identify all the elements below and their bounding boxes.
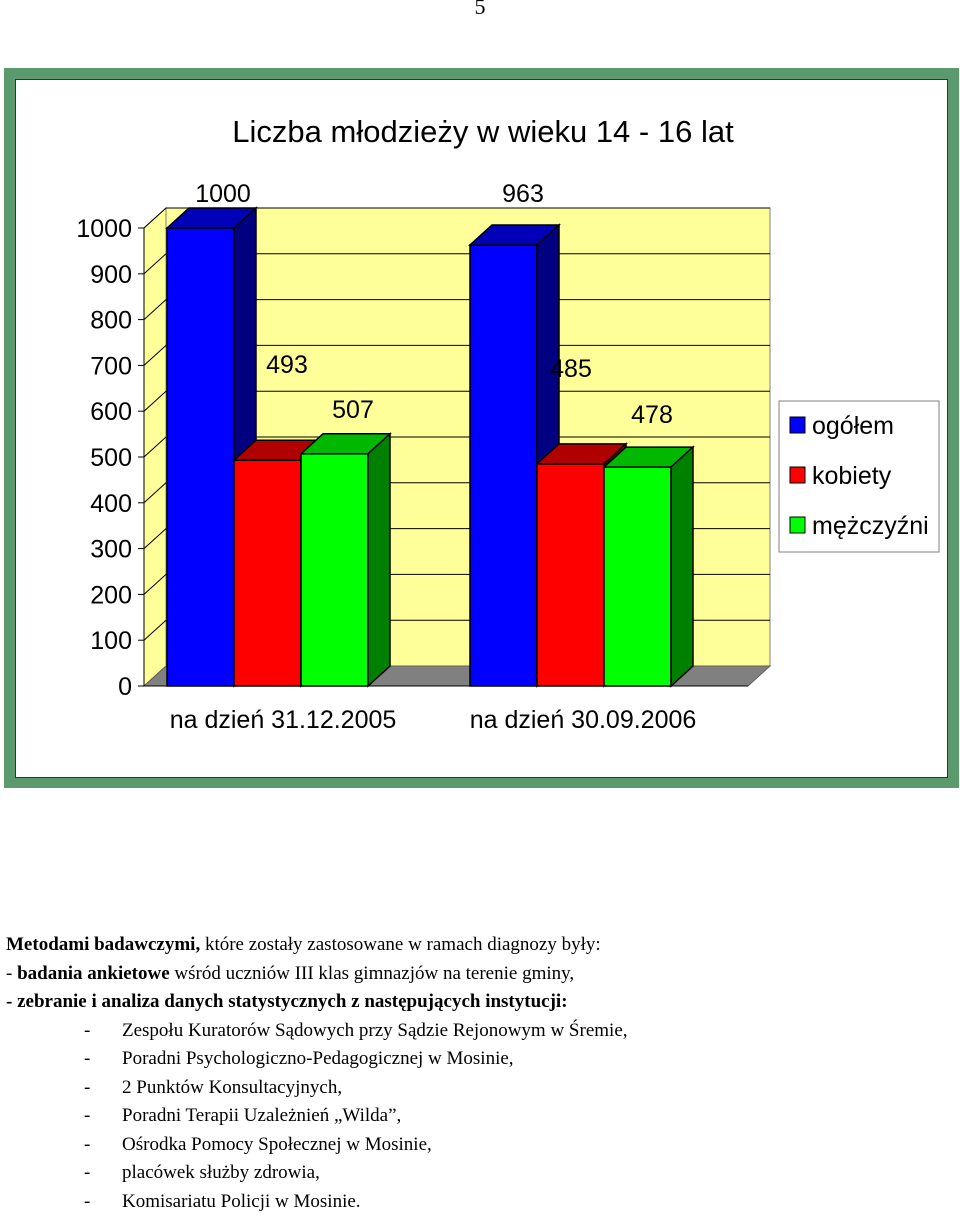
methods-line (6, 931, 956, 960)
data-label: 493 (266, 351, 308, 379)
bar-ogółem-0 (167, 228, 234, 686)
list-item-label: Komisariatu Policji w Mosinie. (122, 1190, 361, 1212)
methods-heading: Metodami badawczymi, (6, 934, 201, 955)
survey-description: wśród uczniów III klas gimnazjów na terenie gminy, (169, 962, 575, 984)
page-number: 5 (474, 0, 486, 19)
data-label: 1000 (195, 180, 251, 208)
list-dash: - (84, 1105, 91, 1126)
bar-side (671, 447, 693, 686)
list-item-label: Poradni Terapii Uzależnień „Wilda”, (122, 1105, 402, 1126)
list-item (6, 1159, 956, 1188)
bar-side (368, 434, 390, 686)
bar-kobiety-0 (234, 460, 301, 686)
institution-list (6, 1017, 956, 1217)
x-category-label: na dzień 30.09.2006 (469, 706, 697, 734)
y-tick-label: 1000 (76, 215, 132, 243)
list-item (6, 1131, 956, 1160)
list-dash: - (84, 1048, 91, 1069)
list-item-label: placówek służby zdrowia, (122, 1162, 320, 1183)
list-dash: - (84, 1019, 91, 1041)
legend-label: mężczyźni (812, 512, 929, 540)
bar-ogółem-1 (470, 245, 537, 686)
survey-prefix: - (6, 962, 18, 984)
methods-text (6, 931, 956, 1216)
y-tick-label: 700 (90, 352, 132, 381)
chart-area (15, 79, 948, 778)
statistics-heading: - zebranie i analiza danych statystycznych z następujących instytucji: (6, 991, 568, 1012)
y-tick-label: 200 (90, 581, 132, 610)
list-item (6, 1017, 956, 1046)
y-tick-label: 500 (90, 444, 132, 472)
data-label: 963 (502, 180, 544, 208)
list-item (6, 1188, 956, 1217)
bar-mężczyźni-1 (604, 467, 671, 686)
survey-line (6, 960, 956, 989)
list-item (6, 1102, 956, 1131)
y-tick-label: 0 (118, 673, 132, 701)
y-tick-label: 300 (90, 535, 132, 564)
list-item-label: Zespołu Kuratorów Sądowych przy Sądzie Rejonowym w Śremie, (122, 1019, 628, 1041)
legend-swatch (790, 517, 805, 533)
data-label: 485 (550, 355, 592, 383)
data-label: 507 (332, 396, 374, 424)
methods-intro: które zostały zastosowane w ramach diagnozy były: (200, 934, 601, 955)
y-tick-label: 100 (90, 627, 132, 656)
list-item (6, 1074, 956, 1103)
chart-title: Liczba młodzieży w wieku 14 - 16 lat (232, 114, 734, 149)
x-category-label: na dzień 31.12.2005 (169, 706, 397, 734)
list-dash: - (84, 1133, 91, 1155)
bar-chart (16, 80, 947, 777)
legend-swatch (790, 417, 805, 433)
bar-mężczyźni-0 (301, 454, 368, 686)
list-item-label: Poradni Psychologiczno-Pedagogicznej w Mosinie, (122, 1048, 514, 1069)
chart-frame (4, 68, 959, 788)
legend-label: ogółem (812, 412, 894, 440)
list-dash: - (84, 1076, 91, 1098)
legend-label: kobiety (812, 462, 892, 490)
bar-kobiety-1 (537, 464, 604, 686)
data-label: 478 (631, 401, 673, 429)
y-tick-label: 900 (90, 260, 132, 289)
survey-heading: badania ankietowe (17, 962, 170, 984)
list-dash: - (84, 1162, 91, 1183)
list-item-label: 2 Punktów Konsultacyjnych, (122, 1076, 343, 1098)
list-dash: - (84, 1190, 91, 1212)
legend-swatch (790, 467, 805, 483)
list-item (6, 1045, 956, 1074)
list-item-label: Ośrodka Pomocy Społecznej w Mosinie, (122, 1133, 432, 1155)
y-tick-label: 400 (90, 489, 132, 518)
y-tick-label: 600 (90, 398, 132, 427)
y-tick-label: 800 (90, 306, 132, 335)
